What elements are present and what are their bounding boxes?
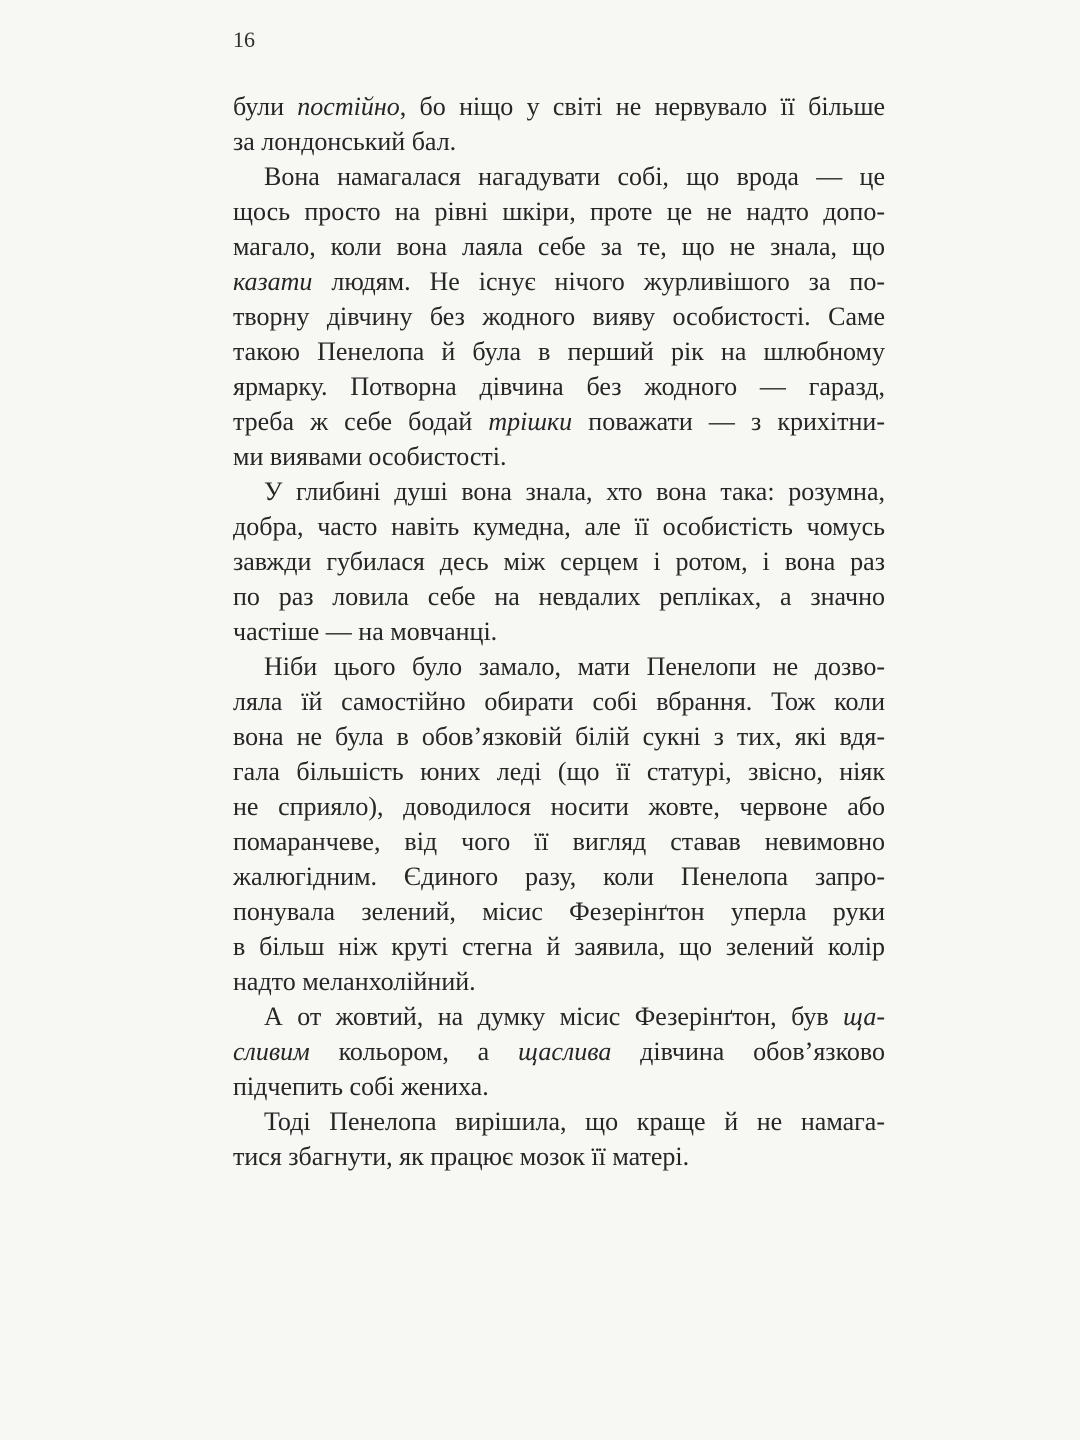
text-line — [233, 824, 885, 859]
text-line — [233, 89, 885, 124]
text-segment: добра, часто навіть кумедна, але її особистість чомусь — [233, 512, 885, 541]
text-segment: людям. Не існує нічого журливішого за по- — [312, 267, 885, 296]
italic-text-segment: казати — [233, 267, 313, 296]
text-segment: магало, коли вона лаяла себе за те, що не знала, що — [233, 232, 885, 261]
text-line — [233, 369, 885, 404]
text-segment: треба ж себе бодай — [233, 407, 489, 436]
text-line — [233, 159, 885, 194]
text-line — [233, 1104, 885, 1139]
text-segment: були — [233, 92, 298, 121]
text-segment: такою Пенелопа й була в перший рік на шлюбному — [233, 337, 885, 366]
text-segment: Тоді Пенелопа вирішила, що краще й не намага- — [264, 1107, 885, 1136]
paragraph — [233, 649, 885, 999]
italic-text-segment: сливим — [233, 1037, 310, 1066]
paragraph — [233, 999, 885, 1104]
text-segment: поважати — з крихітни- — [572, 407, 885, 436]
italic-text-segment: ща- — [843, 1002, 885, 1031]
text-segment: тися збагнути, як працює мозок її матері. — [233, 1142, 690, 1171]
text-segment: частіше — на мовчанці. — [233, 617, 498, 646]
text-line — [233, 404, 885, 439]
text-segment: ляла їй самостійно обирати собі вбрання. Тож коли — [233, 687, 885, 716]
text-line — [233, 264, 885, 299]
text-line — [233, 684, 885, 719]
text-segment: не сприяло), доводилося носити жовте, червоне або — [233, 792, 885, 821]
text-line — [233, 194, 885, 229]
text-line — [233, 754, 885, 789]
paragraph — [233, 474, 885, 649]
text-segment: підчепить собі жениха. — [233, 1072, 489, 1101]
text-segment: , бо ніщо у світі не нервувало її більше — [399, 92, 885, 121]
italic-text-segment: постійно — [297, 92, 400, 121]
text-segment: дівчина обов’язково — [611, 1037, 885, 1066]
text-segment: У глибині душі вона знала, хто вона така: розумна, — [264, 477, 885, 506]
text-segment: по раз ловила себе на невдалих репліках, а значно — [233, 582, 885, 611]
text-line — [233, 544, 885, 579]
text-segment: ярмарку. Потворна дівчина без жодного — гаразд, — [233, 372, 885, 401]
text-segment: жалюгідним. Єдиного разу, коли Пенелопа запро- — [233, 862, 885, 891]
text-segment: понувала зелений, місис Фезерінґтон уперла руки — [233, 897, 885, 926]
text-segment: помаранчеве, від чого її вигляд ставав невимовно — [233, 827, 885, 856]
italic-text-segment: трішки — [488, 407, 573, 436]
paragraph — [233, 159, 885, 474]
text-line — [233, 859, 885, 894]
text-line — [233, 999, 885, 1034]
text-line — [233, 334, 885, 369]
text-segment: творну дівчину без жодного вияву особистості. Саме — [233, 302, 885, 331]
paragraph — [233, 1104, 885, 1174]
text-line — [233, 1139, 885, 1174]
italic-text-segment: щаслива — [518, 1037, 612, 1066]
text-segment: за лондонський бал. — [233, 127, 457, 156]
paragraph — [233, 89, 885, 159]
text-line — [233, 124, 885, 159]
text-line — [233, 719, 885, 754]
text-segment: надто меланхолійний. — [233, 967, 476, 996]
text-segment: А от жовтий, на думку місис Фезерінґтон, був — [264, 1002, 844, 1031]
text-line — [233, 929, 885, 964]
text-line — [233, 1034, 885, 1069]
text-segment: в більш ніж круті стегна й заявила, що зелений колір — [233, 932, 885, 961]
text-line — [233, 579, 885, 614]
text-segment: гала більшість юних леді (що її статурі, звісно, ніяк — [233, 757, 885, 786]
text-line — [233, 649, 885, 684]
text-line — [233, 439, 885, 474]
text-line — [233, 614, 885, 649]
text-segment: Вона намагалася нагадувати собі, що врода — це — [264, 162, 885, 191]
text-segment: завжди губилася десь між серцем і ротом, і вона раз — [233, 547, 885, 576]
text-block — [233, 89, 885, 1174]
text-segment: Ніби цього було замало, мати Пенелопи не дозво- — [264, 652, 885, 681]
text-line — [233, 299, 885, 334]
text-line — [233, 894, 885, 929]
text-line — [233, 789, 885, 824]
text-line — [233, 509, 885, 544]
text-segment: щось просто на рівні шкіри, проте це не надто допо- — [233, 197, 885, 226]
text-line — [233, 229, 885, 264]
text-line — [233, 1069, 885, 1104]
text-segment: кольором, а — [309, 1037, 519, 1066]
text-segment: ми виявами особистості. — [233, 442, 507, 471]
page-number: 16 — [233, 27, 255, 52]
text-segment: вона не була в обов’язковій білій сукні з тих, які вдя- — [233, 722, 885, 751]
text-line — [233, 474, 885, 509]
text-line — [233, 964, 885, 999]
